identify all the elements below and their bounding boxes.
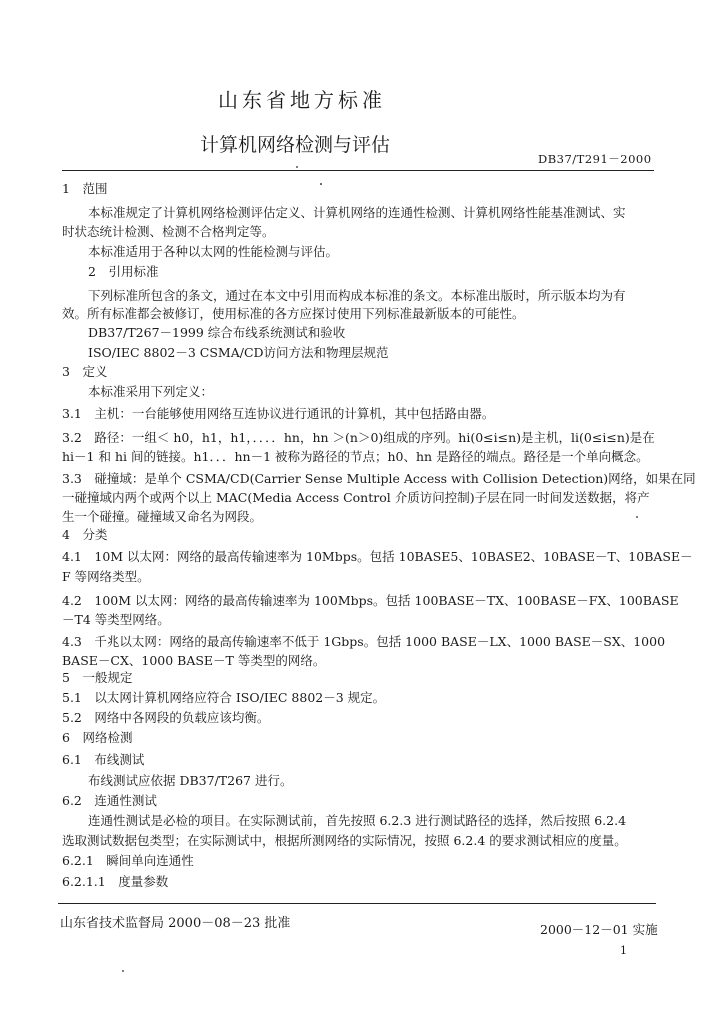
footer-rule [58,903,656,904]
definition-3-1: 3.1 主机：一台能够使用网络互连协议进行通讯的计算机，其中包括路由器。 [62,406,495,421]
referenced-standard: ISO/IEC 8802－3 CSMA/CD访问方法和物理层规范 [88,345,389,360]
body-line: 选取测试数据包类型；在实际测试中，根据所测网络的实际情况，按照 6.2.4 的要求测试相应的度量。 [62,833,627,848]
clause-6-1: 6.1 布线测试 [62,752,145,767]
clause-4-1: 4.1 10M 以太网：网络的最高传输速率为 10Mbps。包括 10BASE5、10BASE2、10BASE－T、10BASE－ [62,549,693,564]
section-1-heading: 1 范围 [62,181,108,196]
section-4-heading: 4 分类 [62,527,108,542]
section-3-heading: 3 定义 [62,364,108,379]
page-number: 1 [620,944,627,957]
body-line: 下列标准所包含的条文，通过在本文中引用而构成本标准的条文。本标准出版时，所示版本均为有 [88,288,626,303]
body-line: 生一个碰撞。碰撞域又命名为网段。 [62,509,263,524]
definition-3-2: 3.2 路径：一组＜ h0，h1，h1，．．．．hn，hn ＞(n＞0)组成的序列。hi(0≤i≤n)是主机，li(0≤i≤n)是在 [62,430,655,445]
body-line: 本标准适用于各种以太网的性能检测与评估。 [88,244,339,259]
clause-5-2: 5.2 网络中各网段的负载应该均衡。 [62,710,270,725]
body-line: F 等网络类型。 [62,569,150,584]
body-line: hi－1 和 hi 间的链接。h1．．．hn－1 被称为路径的节点；h0、hn 是路径的端点。路径是一个单向概念。 [62,449,649,464]
definition-3-3: 3.3 碰撞域：是单个 CSMA/CD(Carrier Sense Multiple Access with Collision Detection)网络，如果在同 [62,471,696,486]
section-6-heading: 6 网络检测 [62,730,133,745]
body-line: BASE－CX、1000 BASE－T 等类型的网络。 [62,653,326,668]
approval-note: 山东省技术监督局 2000－08－23 批准 [60,916,291,931]
section-2-heading: 2 引用标准 [88,264,159,279]
clause-4-2: 4.2 100M 以太网：网络的最高传输速率为 100Mbps。包括 100BASE－TX、100BASE－FX、100BASE [62,593,679,608]
referenced-standard: DB37/T267－1999 综合布线系统测试和验收 [88,325,346,340]
issuing-body: 山东省地方标准 [218,88,386,112]
clause-4-3: 4.3 千兆以太网：网络的最高传输速率不低于 1Gbps。包括 1000 BASE－LX、1000 BASE－SX、1000 [62,634,666,649]
clause-6-2: 6.2 连通性测试 [62,793,157,808]
scan-speck [296,166,298,168]
section-5-heading: 5 一般规定 [62,670,133,685]
clause-5-1: 5.1 以太网计算机网络应符合 ISO/IEC 8802－3 规定。 [62,690,386,705]
clause-6-2-1: 6.2.1 瞬间单向连通性 [62,853,194,868]
body-line: －T4 等类型网络。 [62,612,170,627]
scan-speck [320,183,322,185]
body-line: 效。所有标准都会被修订，使用标准的各方应探讨使用下列标准最新版本的可能性。 [62,306,525,321]
implementation-date: 2000－12－01 实施 [540,922,658,937]
body-line: 一碰撞域内两个或两个以上 MAC(Media Access Control 介质访问控制)子层在同一时间发送数据，将产 [62,490,650,505]
body-line: 连通性测试是必检的项目。在实际测试前，首先按照 6.2.3 进行测试路径的选择，然后按照 6.2.4 [88,813,627,828]
clause-6-2-1-1: 6.2.1.1 度量参数 [62,874,169,889]
document-title: 计算机网络检测与评估 [200,134,391,156]
body-line: 本标准规定了计算机网络检测评估定义、计算机网络的连通性检测、计算机网络性能基准测试、实 [88,205,626,220]
scan-speck [636,516,638,518]
body-line: 本标准采用下列定义： [88,384,214,399]
standard-code: DB37/T291－2000 [538,152,652,166]
body-line: 布线测试应依据 DB37/T267 进行。 [88,773,293,788]
scan-speck [122,970,124,972]
header-rule [62,170,654,171]
body-line: 时状态统计检测、检测不合格判定等。 [62,224,275,239]
